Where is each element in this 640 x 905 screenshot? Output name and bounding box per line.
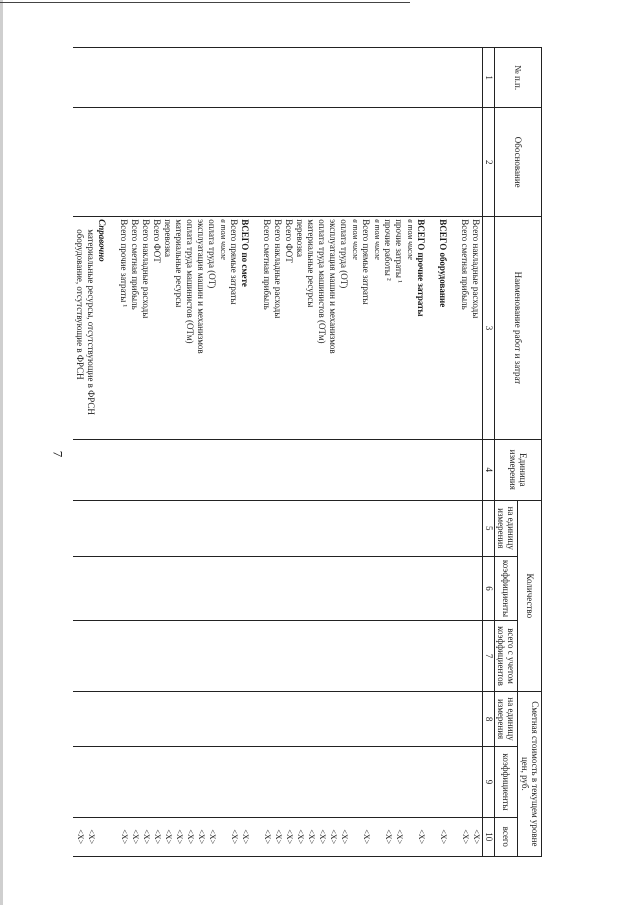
- work-item-label: Всего сметная прибыль: [262, 219, 273, 310]
- body-cell-cost-per-unit: [73, 691, 483, 747]
- cost-placeholder-mark: <X>: [439, 829, 449, 845]
- work-item-label: эксплуатация машин и механизмов: [196, 219, 207, 354]
- header-quantity-group: Количество: [518, 500, 542, 691]
- cost-placeholder-mark: <X>: [230, 829, 240, 845]
- header-cost-group: Сметная стоимость в текущем уровне цен, руб.: [518, 691, 542, 856]
- spacer: [250, 219, 261, 437]
- work-item-label: Всего сметная прибыль: [130, 219, 141, 310]
- spacer: [96, 820, 107, 854]
- spacer: [448, 820, 459, 854]
- body-cell-unit: [73, 439, 483, 500]
- work-item-label: ВСЕГО оборудование: [438, 219, 449, 308]
- spacer: [217, 820, 228, 854]
- estimate-table-sheet: [75, 47, 542, 857]
- column-number: 7: [483, 621, 494, 691]
- body-cell-number: [73, 48, 483, 108]
- work-item-label: Всего сметная прибыль: [460, 219, 471, 310]
- body-cell-qty-coefficients: [73, 556, 483, 621]
- work-item-label: Всего накладные расходы: [471, 219, 482, 319]
- body-cell-cost-coefficients: [73, 747, 483, 817]
- work-item-label: Всего прямые затраты: [361, 219, 372, 305]
- header-justification: Обоснование: [494, 108, 541, 217]
- work-item-label: в том числе: [373, 219, 383, 260]
- work-item-label: оплата труда (ОТ): [339, 219, 350, 289]
- reference-marks: [74, 820, 96, 854]
- spacer: [426, 219, 437, 437]
- work-item-label: прочие затраты ¹: [394, 219, 405, 283]
- estimate-table: [73, 47, 542, 857]
- cost-placeholder-mark: <X>: [340, 829, 350, 845]
- cost-placeholder-mark: <X>: [472, 829, 482, 845]
- column-number: 8: [483, 691, 494, 747]
- work-item-label: эксплуатация машин и механизмов: [328, 219, 339, 354]
- work-item-label: перевозка: [163, 219, 174, 257]
- cost-placeholder-mark: <X>: [263, 829, 273, 845]
- cost-placeholder-mark: <X>: [164, 829, 174, 845]
- cost-placeholder-mark: <X>: [142, 829, 152, 845]
- cost-placeholder-mark: <X>: [131, 829, 141, 845]
- work-item-label: Всего накладные расходы: [273, 219, 284, 319]
- header-qty-per-unit: на единицу измерения: [494, 500, 518, 556]
- work-item-label: Всего прямые затраты: [229, 219, 240, 305]
- work-item-label: в том числе: [219, 219, 229, 260]
- cost-placeholder-mark: <X>: [395, 829, 405, 845]
- cost-placeholder-mark: <X>: [153, 829, 163, 845]
- spacer: [250, 820, 261, 854]
- header-number: № п.п.: [494, 48, 541, 108]
- cost-placeholder-mark: <X>: [274, 829, 284, 845]
- work-item-label: оплата труда машинистов (ОТм): [185, 219, 196, 344]
- reference-heading: Справочно: [97, 219, 108, 262]
- work-item-label: перевозка: [295, 219, 306, 257]
- spacer: [448, 219, 459, 437]
- column-number: 9: [483, 747, 494, 817]
- cost-placeholder-mark: <X>: [417, 829, 427, 845]
- cost-placeholder-mark: <X>: [461, 829, 471, 845]
- header-cost-per-unit: на единицу измерения: [494, 691, 518, 747]
- header-work-name: Наименование работ и затрат: [494, 217, 541, 440]
- body-cell-justification: [73, 108, 483, 217]
- top-rule: [0, 2, 410, 3]
- header-qty-total: всего с учетом коэффициентов: [494, 621, 518, 691]
- work-item-label: в том числе: [351, 219, 361, 260]
- work-name-cell: [73, 217, 483, 440]
- body-cell-qty-per-unit: [73, 500, 483, 556]
- spacer: [107, 820, 118, 854]
- cost-placeholder-mark: <X>: [186, 829, 196, 845]
- column-number: 1: [483, 48, 494, 108]
- column-number: 6: [483, 556, 494, 621]
- spacer: [349, 820, 360, 854]
- page-number: 7: [50, 450, 66, 458]
- header-cost-coefficients: коэффициенты: [494, 747, 518, 817]
- cost-placeholder-mark: <X>: [296, 829, 306, 845]
- header-row-1: [518, 48, 542, 857]
- cost-placeholder-mark: <X>: [318, 829, 328, 845]
- cost-placeholder-mark: <X>: [362, 829, 372, 845]
- work-item-label: оплата труда машинистов (ОТм): [317, 219, 328, 344]
- work-item-label: Всего накладные расходы: [141, 219, 152, 319]
- work-item-label: материальные ресурсы: [174, 219, 185, 308]
- scan-edge: [0, 0, 3, 905]
- work-item-label: в том числе: [406, 219, 416, 260]
- cost-placeholder-mark: <X>: [76, 829, 86, 845]
- cost-placeholder-mark: <X>: [208, 829, 218, 845]
- column-number: 2: [483, 108, 494, 217]
- table-body-row: [73, 48, 483, 857]
- total-cost-marks: [118, 820, 481, 854]
- spacer: [426, 820, 437, 854]
- header-qty-coefficients: коэффициенты: [494, 556, 518, 621]
- work-item-label: Всего ФОТ: [284, 219, 295, 263]
- column-number: 5: [483, 500, 494, 556]
- cost-placeholder-mark: <X>: [307, 829, 317, 845]
- work-item-label: ВСЕГО прочие затраты: [416, 219, 427, 317]
- spacer: [107, 219, 118, 437]
- cost-placeholder-mark: <X>: [241, 829, 251, 845]
- cost-placeholder-mark: <X>: [87, 829, 97, 845]
- cost-placeholder-mark: <X>: [197, 829, 207, 845]
- work-item-label: оплата труда (ОТ): [207, 219, 218, 289]
- spacer: [371, 820, 382, 854]
- column-number-row: [483, 48, 494, 857]
- work-item-label: ВСЕГО по смете: [240, 219, 251, 287]
- cost-placeholder-mark: <X>: [175, 829, 185, 845]
- work-item-label: Всего прочие затраты ¹: [119, 219, 130, 308]
- cost-placeholder-mark: <X>: [285, 829, 295, 845]
- reference-item-label: материальные ресурсы, отсутствующие в ФРСН: [86, 229, 97, 415]
- work-item-label: материальные ресурсы: [306, 219, 317, 308]
- header-cost-total: всего: [494, 817, 518, 856]
- total-cost-cell: [73, 817, 483, 856]
- work-item-label: Всего ФОТ: [152, 219, 163, 263]
- reference-lines: [74, 219, 96, 437]
- spacer: [404, 820, 415, 854]
- cost-placeholder-mark: <X>: [329, 829, 339, 845]
- column-number: 10: [483, 817, 494, 856]
- work-name-lines: [118, 219, 481, 437]
- cost-placeholder-mark: <X>: [384, 829, 394, 845]
- reference-item-label: оборудование, отсутствующие в ФРСН: [75, 229, 86, 380]
- body-cell-qty-total: [73, 621, 483, 691]
- column-number: 4: [483, 439, 494, 500]
- column-number: 3: [483, 217, 494, 440]
- header-unit: Единица измерения: [494, 439, 541, 500]
- cost-placeholder-mark: <X>: [120, 829, 130, 845]
- work-item-label: прочие работы ²: [383, 219, 394, 281]
